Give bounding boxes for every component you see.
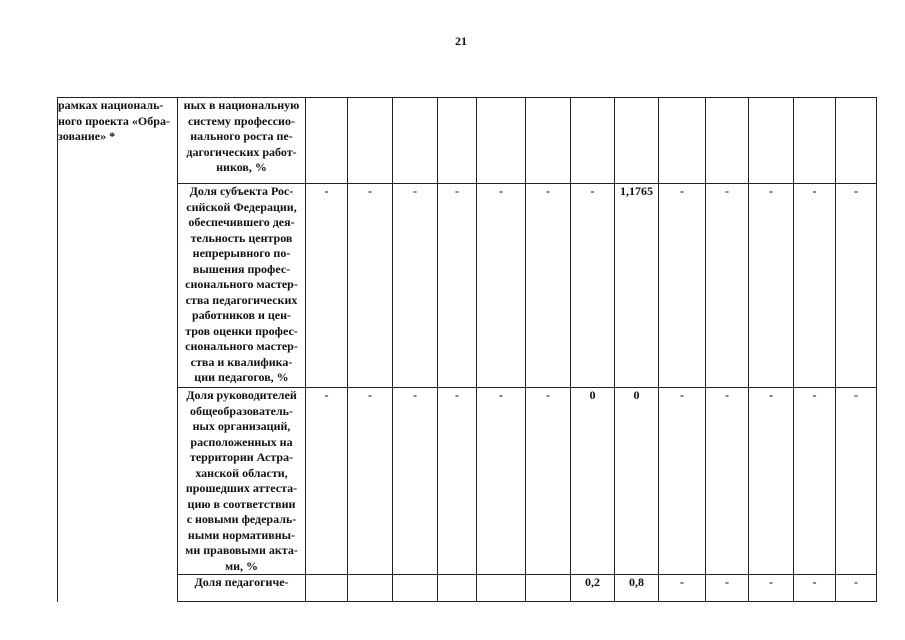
indicator-cell [178,98,306,184]
value-cell: 1,1765 [615,184,659,388]
program-cell [58,575,178,602]
value-cell: - [477,388,526,575]
value-cell [836,98,877,184]
value-cell [438,575,477,602]
value-cell: - [659,575,706,602]
value-cell: 0 [571,388,615,575]
table-row [58,98,877,184]
value-cell: - [348,388,393,575]
indicator-text: ных в национальную систему профессио- нального роста пе- дагогических работ- ников, % [183,98,300,174]
value-cell: - [836,184,877,388]
value-cell: - [438,184,477,388]
value-cell: - [306,388,348,575]
value-cell [659,98,706,184]
value-cell [306,98,348,184]
table-row [58,388,877,575]
value-cell [477,98,526,184]
value-cell [526,575,571,602]
value-cell [348,98,393,184]
value-cell: - [836,388,877,575]
value-cell: - [749,575,794,602]
value-cell [571,98,615,184]
value-cell [393,98,438,184]
indicator-text: Доля педагогиче- [194,575,289,589]
value-cell: - [348,184,393,388]
value-cell: - [836,575,877,602]
value-cell [393,575,438,602]
value-cell: - [794,388,836,575]
program-cell [58,98,178,184]
value-cell [749,98,794,184]
value-cell [706,98,749,184]
value-cell [348,575,393,602]
indicator-text: Доля субъекта Рос- сийской Федерации, обеспечившего дея- тельность центров непрерывного по- вышения профес- сионального мастер- ства педагогических работников и цен- тров оценки профес- сионального мастер- ства и квалифика- ции педагогов, % [185,184,298,384]
value-cell: - [438,388,477,575]
value-cell: - [526,388,571,575]
value-cell: - [393,388,438,575]
value-cell: - [306,184,348,388]
value-cell: 0,2 [571,575,615,602]
table-row [58,575,877,602]
value-cell [794,98,836,184]
value-cell [526,98,571,184]
indicators-table [57,97,877,602]
value-cell: - [477,184,526,388]
value-cell [306,575,348,602]
value-cell: - [749,184,794,388]
program-cell [58,388,178,575]
program-text: рамках националь- ного проекта «Обра- зование» * [58,98,170,143]
value-cell: - [706,575,749,602]
value-cell: - [659,388,706,575]
value-cell: - [571,184,615,388]
value-cell: - [749,388,794,575]
value-cell: - [706,388,749,575]
value-cell [615,98,659,184]
program-cell [58,184,178,388]
value-cell: 0,8 [615,575,659,602]
value-cell: - [794,575,836,602]
value-cell: - [393,184,438,388]
table-row [58,184,877,388]
page-number: 21 [455,34,467,48]
indicator-text: Доля руководителей общеобразователь- ных организаций, расположенных на территории Астра- ханской области, прошедших аттеста- цию в соответствии с новыми федераль- ными нормативны- ми правовыми акта- ми, % [185,388,298,573]
value-cell: - [659,184,706,388]
indicator-cell [178,388,306,575]
value-cell [438,98,477,184]
value-cell: - [794,184,836,388]
value-cell: 0 [615,388,659,575]
indicator-cell [178,184,306,388]
value-cell [477,575,526,602]
value-cell: - [706,184,749,388]
indicator-cell [178,575,306,602]
value-cell: - [526,184,571,388]
